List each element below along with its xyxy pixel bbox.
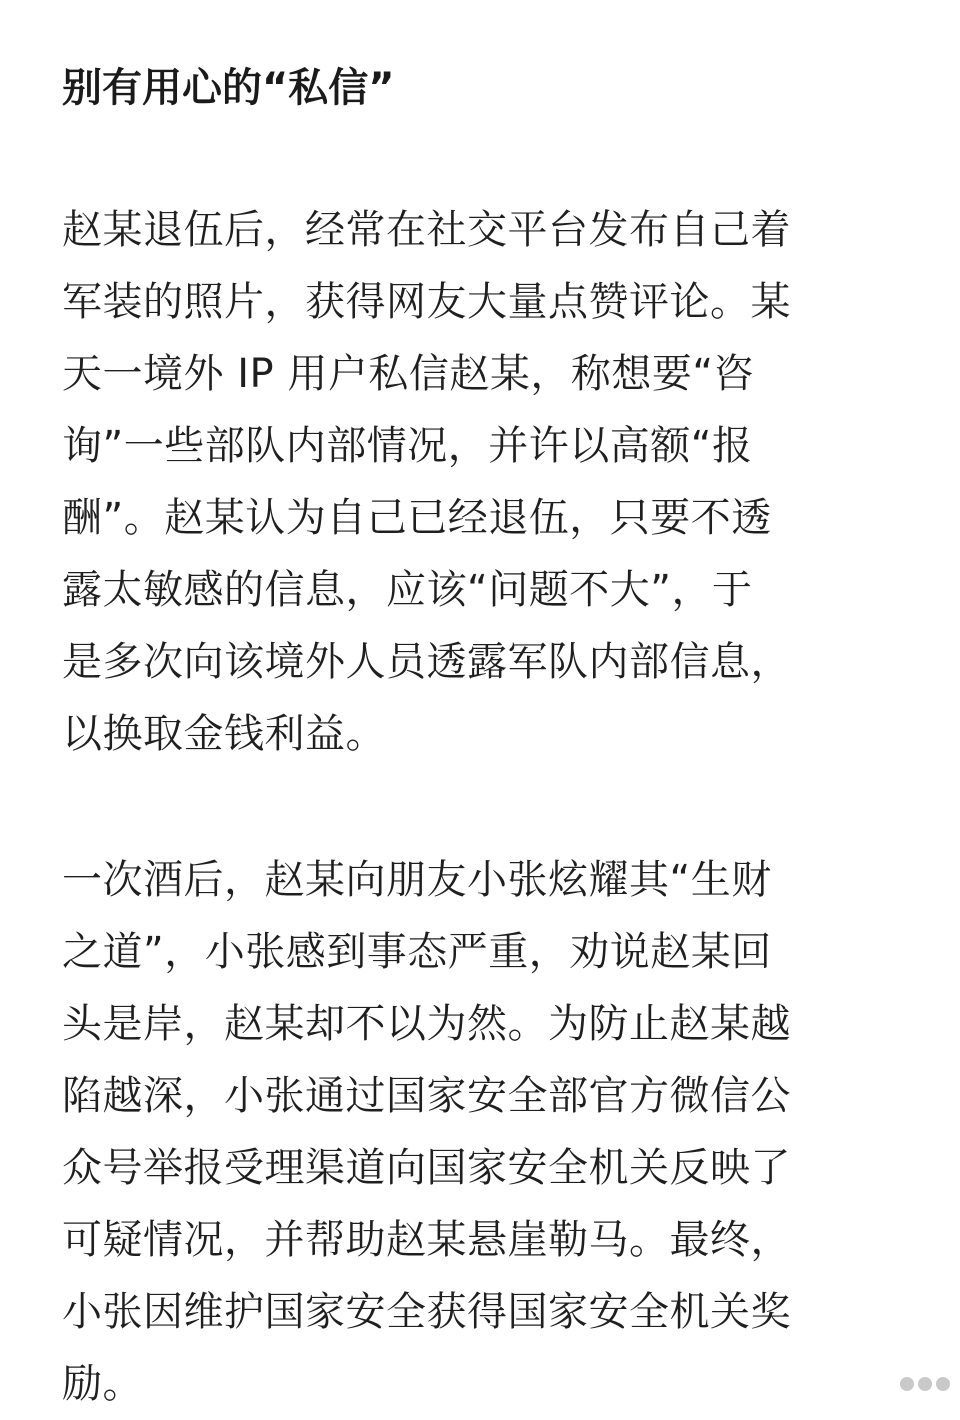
text-line: 励。 xyxy=(62,1361,143,1407)
text-line: 小张因维护国家安全获得国家安全机关奖 xyxy=(62,1289,791,1335)
text-line: 酬”。赵某认为自己已经退伍，只要不透 xyxy=(62,495,772,541)
watermark xyxy=(900,1377,950,1391)
text-line: 陷越深，小张通过国家安全部官方微信公 xyxy=(62,1073,791,1119)
text-line: 军装的照片，获得网友大量点赞评论。某 xyxy=(62,279,791,325)
text-line: 赵某退伍后，经常在社交平台发布自己着 xyxy=(62,207,791,253)
paragraph-2 xyxy=(62,844,791,1420)
text-line: 一次酒后，赵某向朋友小张炫耀其“生财 xyxy=(62,857,772,903)
text-line: 众号举报受理渠道向国家安全机关反映了 xyxy=(62,1145,791,1191)
article-title: 别有用心的“私信” xyxy=(62,65,395,111)
text-line: 以换取金钱利益。 xyxy=(62,711,386,757)
text-line: 可疑情况，并帮助赵某悬崖勒马。最终， xyxy=(62,1217,791,1263)
text-line: 是多次向该境外人员透露军队内部信息， xyxy=(62,639,791,685)
text-line: 头是岸，赵某却不以为然。为防止赵某越 xyxy=(62,1001,791,1047)
watermark-dot-icon xyxy=(900,1377,914,1391)
watermark-dot-icon xyxy=(936,1377,950,1391)
paragraph-1 xyxy=(62,194,791,770)
text-line: 天一境外 IP 用户私信赵某，称想要“咨 xyxy=(62,351,755,397)
article xyxy=(62,60,902,1407)
text-line: 询”一些部队内部情况，并许以高额“报 xyxy=(62,423,753,469)
text-line: 露太敏感的信息，应该“问题不大”，于 xyxy=(62,567,753,613)
text-line: 之道”，小张感到事态严重，劝说赵某回 xyxy=(62,929,772,975)
watermark-dot-icon xyxy=(918,1377,932,1391)
